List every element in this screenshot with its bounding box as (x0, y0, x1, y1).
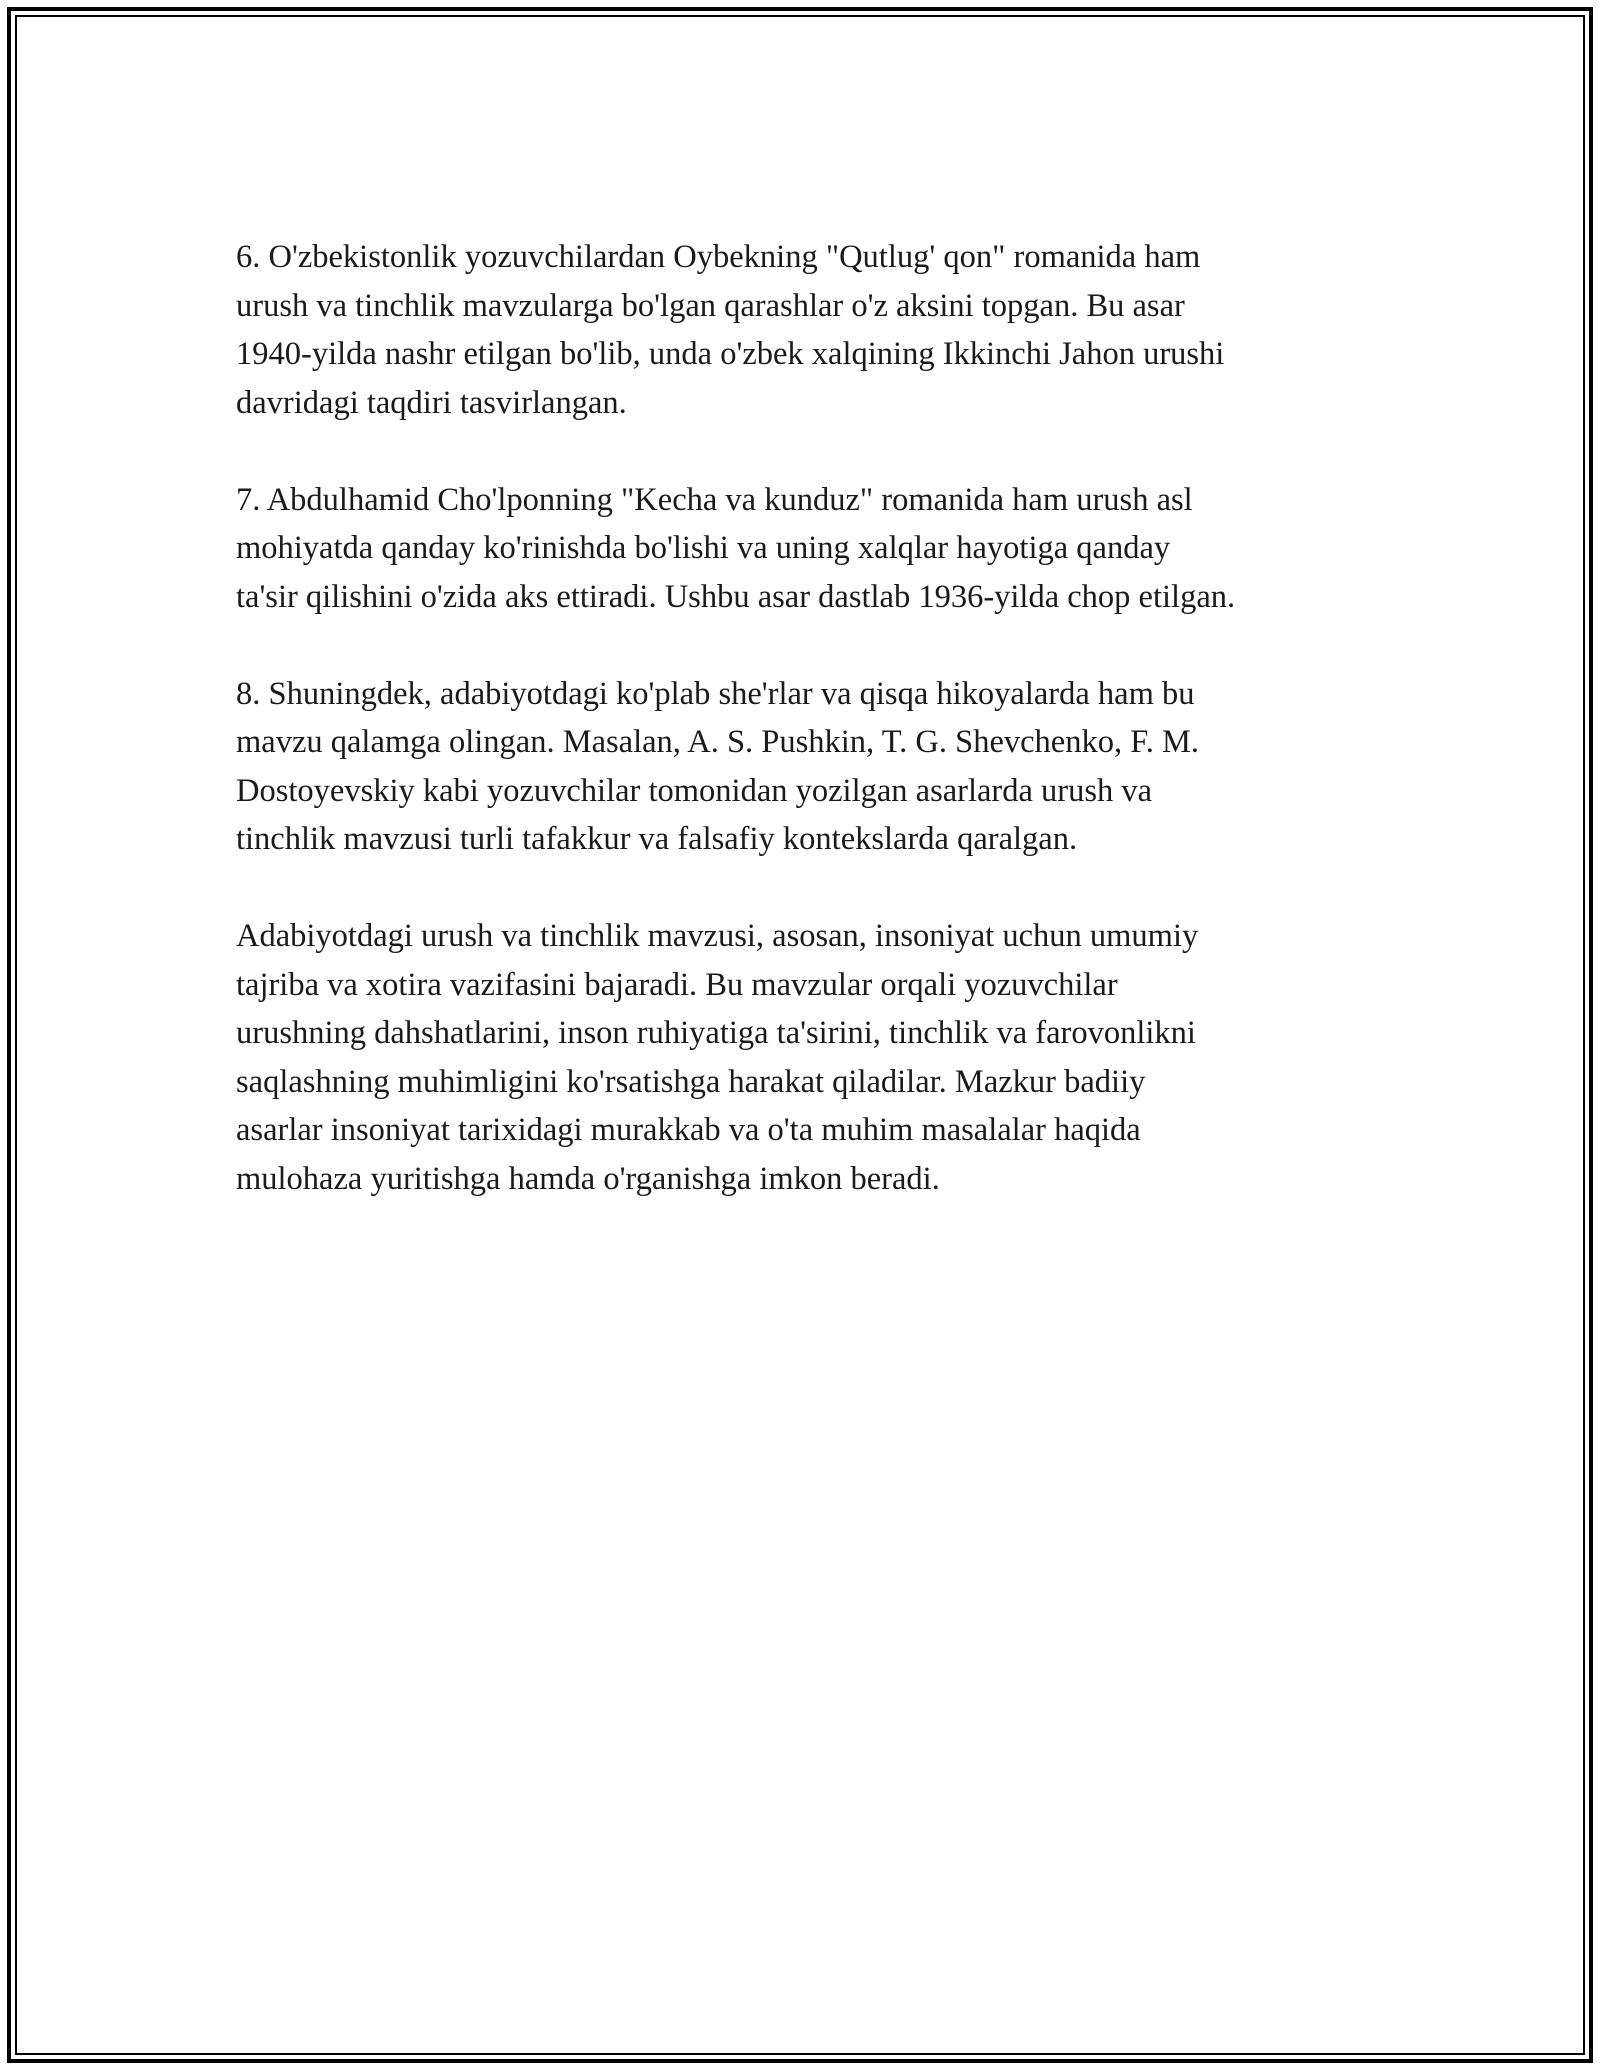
paragraph-item-8: 8. Shuningdek, adabiyotdagi ko'plab she'rlar va qisqa hikoyalarda ham bu mavzu qalamga olingan. Masalan, A. S. Pushkin, T. G. Shevchenko, F. M. Dostoyevskiy kabi yozuvchilar tomonidan yozilgan asarlarda urush va tinchlik mavzusi turli tafakkur va falsafiy kontekslarda qaralgan. (236, 675, 1199, 857)
paragraph-item-6: 6. O'zbekistonlik yozuvchilardan Oybekning "Qutlug' qon" romanida ham urush va tinchlik mavzularga bo'lgan qarashlar o'z aksini topgan. Bu asar 1940-yilda nashr etilgan bo'lib, unda o'zbek xalqining Ikkinchi Jahon urushi davridagi taqdiri tasvirlangan. (236, 239, 1225, 421)
paragraph-item-7: 7. Abdulhamid Cho'lponning "Kecha va kunduz" romanida ham urush asl mohiyatda qanday ko'rinishda bo'lishi va uning xalqlar hayotiga qanday ta'sir qilishini o'zida aks ettiradi. Ushbu asar dastlab 1936-yilda chop etilgan. (236, 481, 1236, 615)
paragraph-conclusion: Adabiyotdagi urush va tinchlik mavzusi, asosan, insoniyat uchun umumiy tajriba va xotira vazifasini bajaradi. Bu mavzular orqali yozuvchilar urushning dahshatlarini, inson ruhiyatiga ta'sirini, tinchlik va farovonlikni saqlashning muhimligini ko'rsatishga harakat qiladilar. Mazkur badiiy asarlar insoniyat tarixidagi murakkab va o'ta muhim masalalar haqida mulohaza yuritishga hamda o'rganishga imkon beradi. (236, 918, 1199, 1197)
document-body (236, 233, 1376, 1203)
